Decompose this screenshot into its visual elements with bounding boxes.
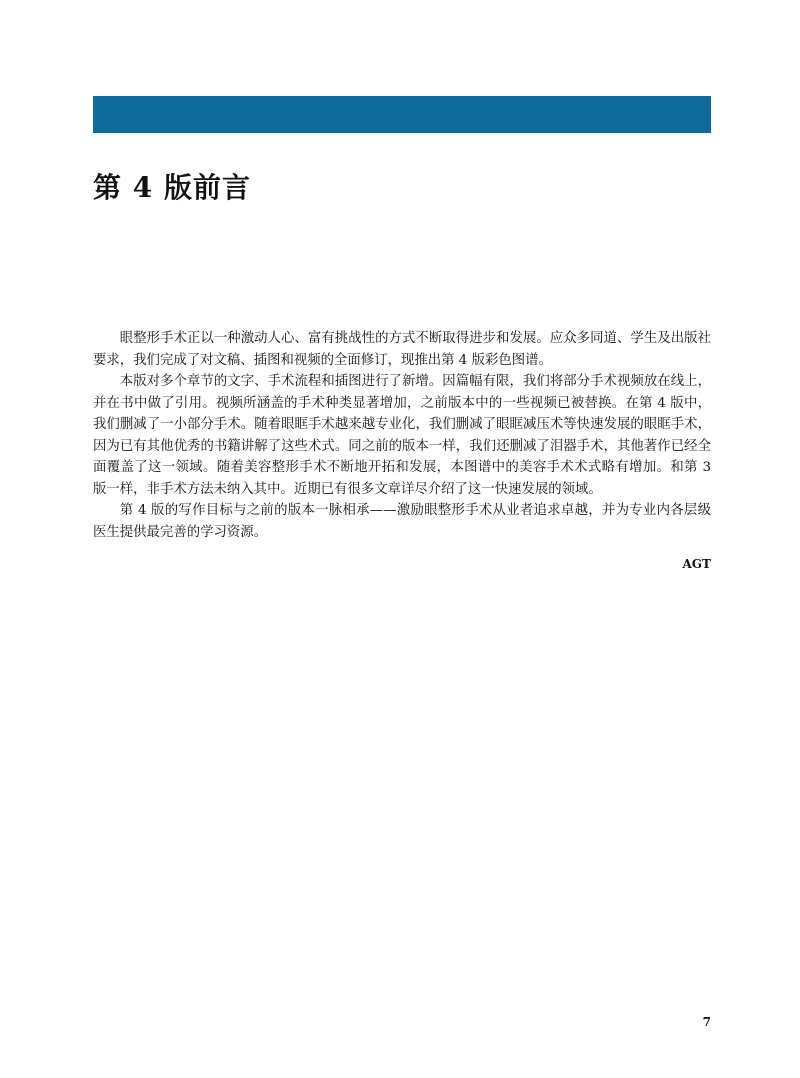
page-title: 第 4 版前言 [93, 171, 251, 204]
preface-paragraph-2: 本版对多个章节的文字、手术流程和插图进行了新增。因篇幅有限，我们将部分手术视频放在线上，并在书中做了引用。视频所涵盖的手术种类显著增加，之前版本中的一些视频已被替换。在第 4 版中，我们删减了一小部分手术。随着眼眶手术越来越专业化，我们删减了眼眶减压术等快速发展的眼眶手术，因为已有其他优秀的书籍讲解了这些术式。同之前的版本一样，我们还删减了泪器手术，其他著作已经全面覆盖了这一领域。随着美容整形手术不断地开拓和发展，本图谱中的美容手术术式略有增加。和第 3 版一样，非手术方法未纳入其中。近期已有很多文章详尽介绍了这一快速发展的领域。 [93, 374, 711, 497]
preface-paragraph-3: 第 4 版的写作目标与之前的版本一脉相承——激励眼整形手术从业者追求卓越，并为专业内各层级医生提供最完善的学习资源。 [93, 503, 711, 540]
page-number: 7 [702, 1015, 711, 1029]
header-color-band [93, 96, 711, 133]
preface-body [93, 328, 711, 543]
author-signature: AGT [682, 557, 711, 571]
preface-paragraph-1: 眼整形手术正以一种激动人心、富有挑战性的方式不断取得进步和发展。应众多同道、学生及出版社要求，我们完成了对文稿、插图和视频的全面修订，现推出第 4 版彩色图谱。 [93, 331, 711, 368]
